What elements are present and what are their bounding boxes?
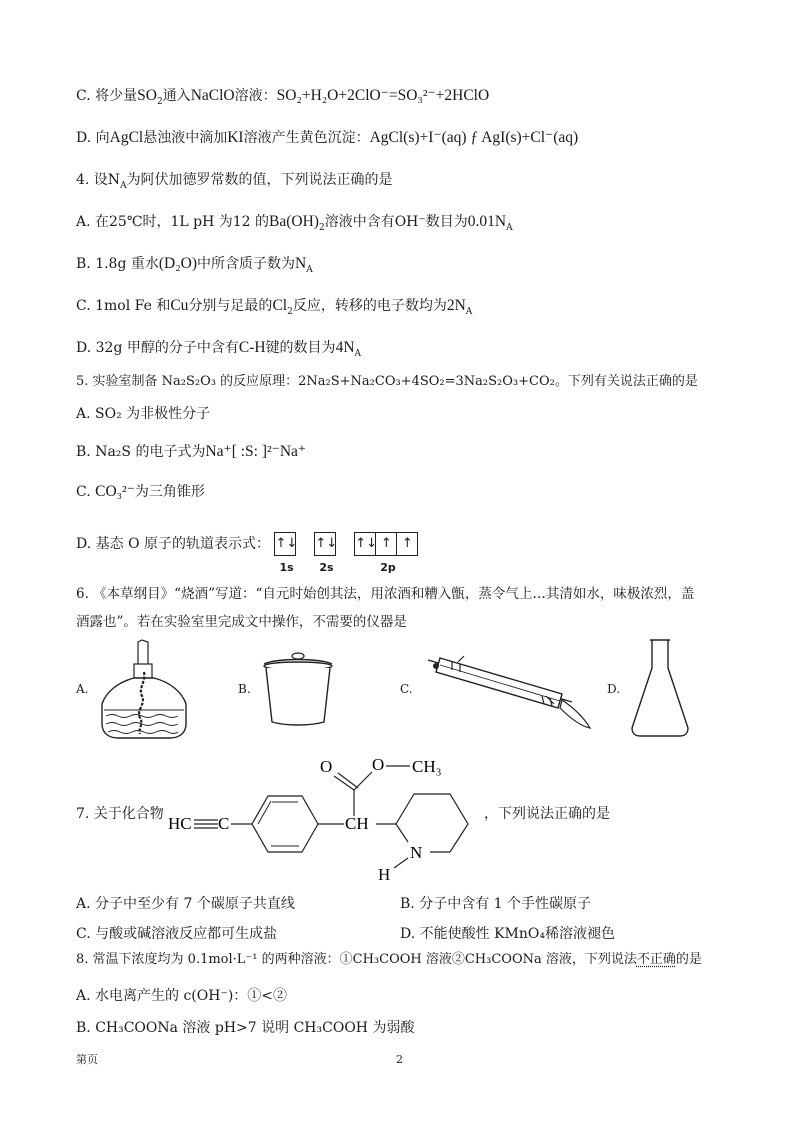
atom-o-ester: O [372,755,385,774]
orbital-2s: ↑↓ 2s [314,532,335,556]
q6-label-b: B. [238,682,251,696]
atom-h: H [378,865,391,884]
atom-ch: CH [345,814,369,833]
lidded-container-icon [262,648,334,728]
q8-option-a: A. 水电离产生的 c(OH⁻)：①<② [76,988,288,1004]
q7-option-d: D. 不能使酸性 KMnO₄稀溶液褪色 [400,926,615,942]
q4-option-b: B. 1.8g 重水(D₂O)中所含质子数为$N_A$ [76,255,313,275]
atom-hc: HC [168,814,192,833]
q7-option-b: B. 分子中含有 1 个手性碳原子 [400,896,591,912]
atom-c: C [218,814,230,833]
q3-option-d: D. 向AgCl悬浊液中滴加KI溶液产生黄色沉淀：AgCl(s)+I⁻(aq) ƒ AgI(s)+Cl⁻(aq) [76,129,579,146]
q6-label-a: A. [76,682,89,696]
q3-option-c: C. 将少量$SO_2$通入NaClO溶液：SO₂+H₂O+2ClO⁻=SO₃²⁻+2HClO [76,87,490,107]
q8-option-b: B. CH₃COONa 溶液 pH>7 说明 CH₃COOH 为弱酸 [76,1020,415,1036]
q4-option-c: C. 1mol Fe 和Cu分别与足最的$Cl_2$反应，转移的电子数均为$2N_A$ [76,297,473,317]
atom-n: N [410,843,423,862]
q5-option-d: D. 基态 O 原子的轨道表示式： ↑↓ 1s ↑↓ 2s ↑↓ ↑ ↑ 2p [76,532,417,556]
benzene-ring [252,796,318,852]
q5-option-b: B. Na₂S 的电子式为Na⁺[ :S: ]²⁻Na⁺ [76,443,307,460]
q4-stem: 4. 设$N_A$为阿伏加德罗常数的值，下列说法正确的是 [76,172,393,191]
q5-stem: 5. 实验室制备 Na₂S₂O₃ 的反应原理：2Na₂S+Na₂CO₃+4SO₂=3Na₂S₂O₃+CO₂。下列有关说法正确的是 [76,374,698,389]
q6-label-c: C. [400,682,413,696]
alcohol-lamp-icon [98,638,190,742]
atom-o-carbonyl: O [320,757,333,776]
q7-option-a: A. 分子中至少有 7 个碳原子共直线 [76,896,295,912]
orbital-1s: ↑↓ 1s [274,532,295,556]
compound-structure [168,750,488,884]
q6-stem-line2: 酒露也”。若在实验室里完成文中操作，不需要的仪器是 [76,614,407,630]
q4-option-d: D. 32g 甲醇的分子中含有C-H键的数目为$4N_A$ [76,339,362,359]
electron-formula: Na⁺[ :S: ]²⁻Na⁺ [205,443,307,460]
q5-option-a: A. SO₂ 为非极性分子 [76,406,211,422]
q8-stem: 8. 常温下浓度均为 0.1mol·L⁻¹ 的两种溶液：①CH₃COOH 溶液②CH₃COONa 溶液，下列说法不正确的是 [76,952,702,967]
q7-option-c: C. 与酸或碱溶液反应都可生成盐 [76,926,278,942]
q7-stem-pre: 7. 关于化合物 [76,806,164,822]
footer-left: 第页 [76,1053,98,1066]
q6-stem-line1: 6. 《本草纲目》“烧酒”写道：“自元时始创其法，用浓酒和糟入甑，蒸令气上…其清如水，味极浓烈，盖 [76,586,695,602]
q6-label-d: D. [607,682,621,696]
page-number: 2 [396,1053,403,1066]
erlenmeyer-flask-icon [628,638,692,738]
condenser-icon [422,652,592,732]
q4-option-a: A. 在25℃时，1L pH 为12 的$Ba(OH)_2$溶液中含有OH⁻数目为$0.01N_A$ [76,213,513,233]
atom-ch3: CH₃ [412,757,442,776]
q5-option-c: C. CO₃²⁻为三角锥形 [76,483,205,500]
q7-stem-post: ，下列说法正确的是 [484,806,610,822]
orbital-2p: ↑↓ ↑ ↑ 2p [354,532,417,556]
